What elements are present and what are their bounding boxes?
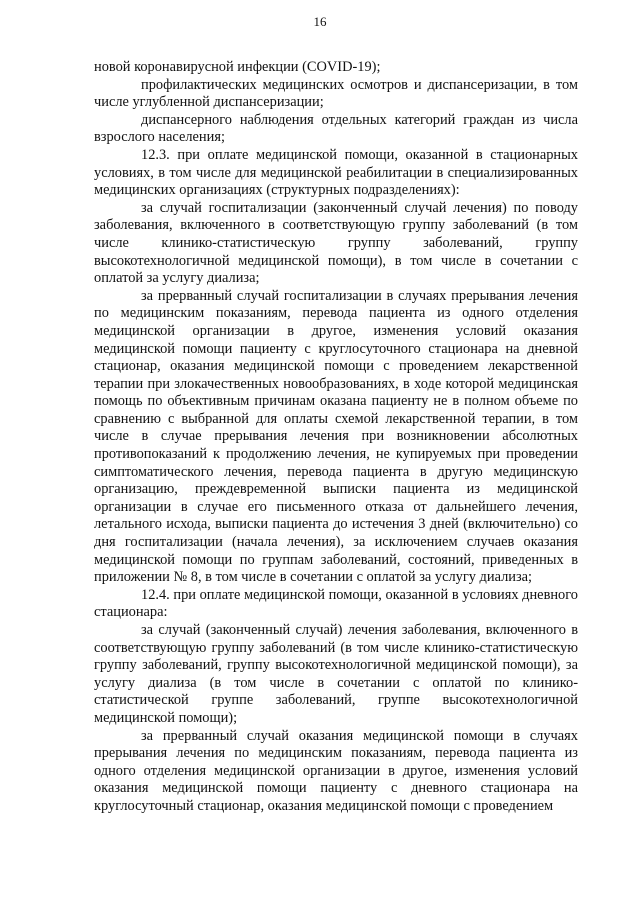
paragraph-5: за случай госпитализации (законченный случай лечения) по поводу заболевания, включенного в соответствующую группу заболеваний (в том числе клинико-статистическую группу заболеваний, группу высокотехнологичной медицинской помощи), в том числе в сочетании с оплатой за услугу диализа; <box>94 199 578 287</box>
paragraph-4: 12.3. при оплате медицинской помощи, оказанной в стационарных условиях, в том числе для медицинской реабилитации в специализированных медицинских организациях (структурных подразделениях): <box>94 146 578 199</box>
paragraph-3: диспансерного наблюдения отдельных категорий граждан из числа взрослого населения; <box>94 111 578 146</box>
paragraph-2: профилактических медицинских осмотров и диспансеризации, в том числе углубленной диспансеризации; <box>94 76 578 111</box>
paragraph-6: за прерванный случай госпитализации в случаях прерывания лечения по медицинским показаниям, перевода пациента из одного отделения медицинской организации в другое, изменения условий оказания медицинской помощи пациенту с круглосуточного стационара на дневной стационар, оказания медицинской помощи с проведением лекарственной терапии при злокачественных новообразованиях, в ходе которой медицинская помощь по объективным причинам оказана пациенту не в полном объеме по сравнению с выбранной для оплаты схемой лекарственной терапии, в том числе в случае прерывания лечения при возникновении абсолютных противопоказаний к продолжению лечения, не купируемых при проведении симптоматического лечения, перевода пациента в другую медицинскую организацию, преждевременной выписки пациента из медицинской организации в случае его письменного отказа от дальнейшего лечения, летального исхода, выписки пациента до истечения 3 дней (включительно) со дня госпитализации (начала лечения), за исключением случаев оказания медицинской помощи по группам заболеваний, состояний, приведенных в приложении № 8, в том числе в сочетании с оплатой за услугу диализа; <box>94 287 578 586</box>
paragraph-7: 12.4. при оплате медицинской помощи, оказанной в условиях дневного стационара: <box>94 586 578 621</box>
document-body <box>94 59 578 816</box>
paragraph-8: за случай (законченный случай) лечения заболевания, включенного в соответствующую группу заболеваний (в том числе клинико-статистическую группу заболеваний, группу высокотехнологичной медицинской помощи), за услугу диализа (в том числе в сочетании с оплатой по клинико-статистической группе заболеваний, группе высокотехнологичной медицинской помощи); <box>94 622 578 726</box>
paragraph-9: за прерванный случай оказания медицинской помощи в случаях прерывания лечения по медицинским показаниям, перевода пациента из одного отделения медицинской организации в другое, изменения условий оказания медицинской помощи пациенту с дневного стационара на круглосуточный стационар, оказания медицинской помощи с проведением <box>94 727 578 814</box>
page-number: 16 <box>313 14 327 29</box>
paragraph-1: новой коронавирусной инфекции (COVID-19); <box>94 59 381 75</box>
